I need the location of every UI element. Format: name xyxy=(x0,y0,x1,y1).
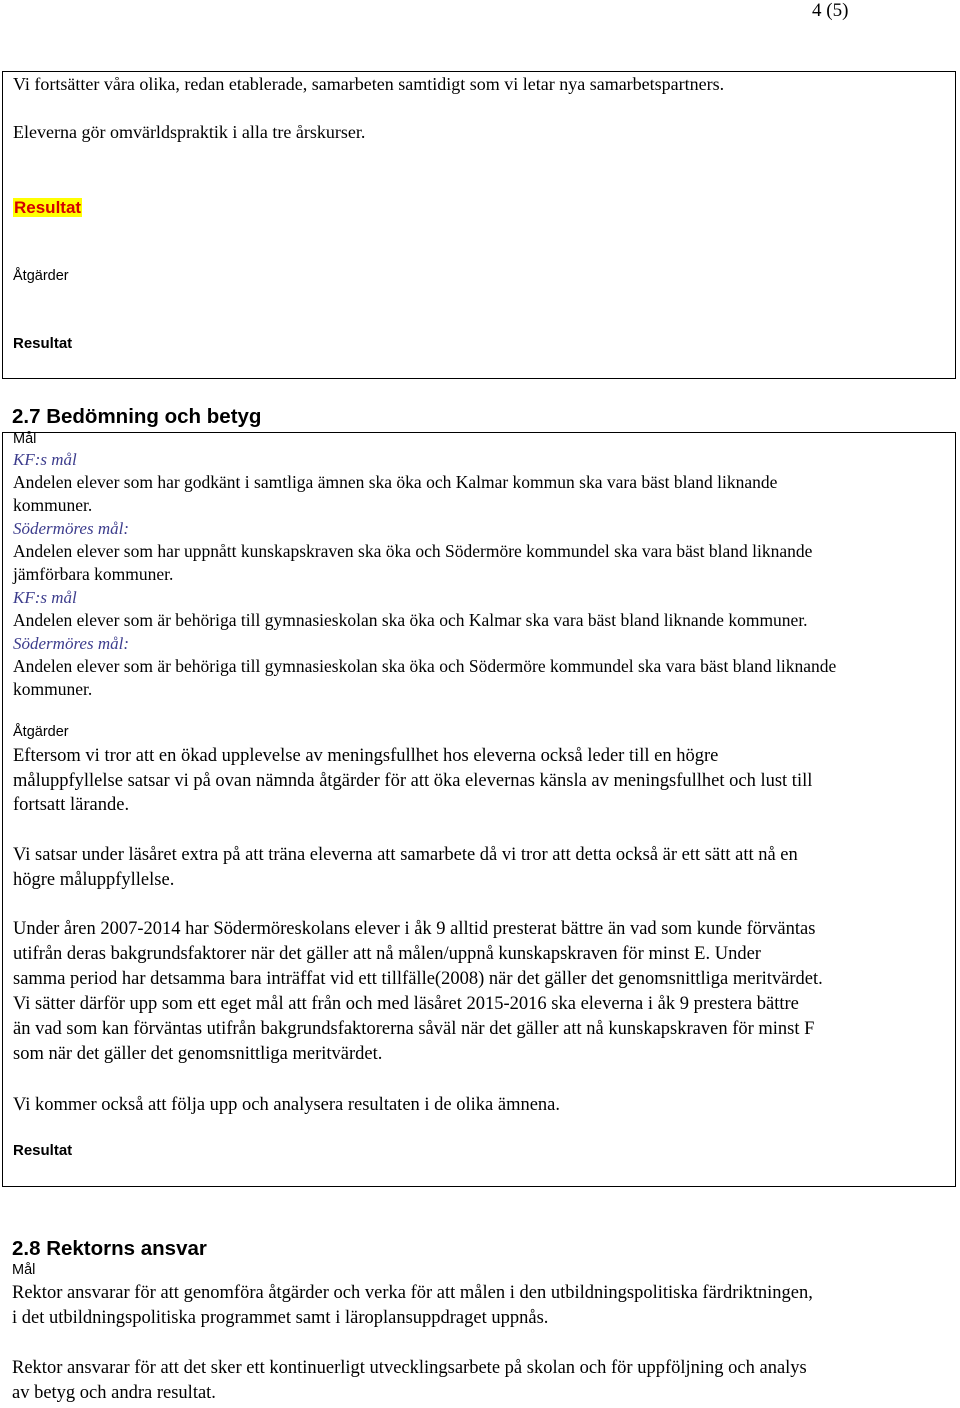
resultat-label: Resultat xyxy=(13,335,73,352)
paragraph: Rektor ansvarar för att genomföra åtgärder och verka för att målen i den utbildningspolitiska färdriktningen, i det utbildningspolitiska programmet samt i läroplansuppdraget uppnås. xyxy=(12,1283,813,1328)
paragraph: Vi satsar under läsåret extra på att träna eleverna att samarbete då vi tror att detta också är ett sätt att nå en högre måluppfyllelse. xyxy=(13,845,798,890)
paragraph: jämförbara kommuner. xyxy=(13,564,174,584)
highlighted-text: Resultat xyxy=(14,198,82,217)
atgarder-label: Åtgärder xyxy=(13,724,69,740)
mal-label: Mål xyxy=(12,1262,36,1278)
content-box-2 xyxy=(2,432,956,1187)
paragraph: Andelen elever som har uppnått kunskapskraven ska öka och Södermöre kommundel ska vara bäst bland liknande xyxy=(13,541,813,561)
paragraph: Under åren 2007-2014 har Södermöreskolans elever i åk 9 alltid presterat bättre än vad som kunde förväntas utifrån deras bakgrundsfaktorer när det gäller att nå målen/uppnå kunskapskraven för minst E. Under samma period har detsamma bara inträffat vid ett tillfälle(2008) när det gäller det genomsnittliga meritvärdet. Vi sätter därför upp som ett eget mål att från och med läsåret 2015-2016 ska eleverna i åk 9 prestera bättre än vad som kan förväntas utifrån bakgrundsfaktorerna såväl när det gäller att nå kunskapskraven för minst F som när det gäller det genomsnittliga meritvärdet. xyxy=(13,919,823,1064)
paragraph: Andelen elever som är behöriga till gymnasieskolan ska öka och Kalmar ska vara bäst bland liknande kommuner. xyxy=(13,610,808,630)
section-heading: 2.7 Bedömning och betyg xyxy=(12,405,262,428)
mal-label: Mål xyxy=(13,431,37,447)
paragraph: kommuner. xyxy=(13,495,93,515)
atgarder-label: Åtgärder xyxy=(13,268,69,284)
section-heading: 2.8 Rektorns ansvar xyxy=(12,1237,207,1260)
paragraph: Rektor ansvarar för att det sker ett kontinuerligt utvecklingsarbete på skolan och för uppföljning och analys av betyg och andra resultat. xyxy=(12,1358,807,1403)
paragraph: Vi fortsätter våra olika, redan etablerade, samarbeten samtidigt som vi letar nya samarbetspartners. xyxy=(13,74,725,94)
paragraph: kommuner. xyxy=(13,679,93,699)
sodermore-mal-label: Södermöres mål: xyxy=(13,519,129,538)
kf-mal-label: KF:s mål xyxy=(13,450,77,469)
content-box-1 xyxy=(2,71,956,379)
paragraph: Vi kommer också att följa upp och analysera resultaten i de olika ämnena. xyxy=(13,1095,561,1115)
kf-mal-label: KF:s mål xyxy=(13,588,77,607)
resultat-label: Resultat xyxy=(13,1142,73,1159)
sodermore-mal-label: Södermöres mål: xyxy=(13,634,129,653)
paragraph: Eftersom vi tror att en ökad upplevelse av meningsfullhet hos eleverna också leder till en högre måluppfyllelse satsar vi på ovan nämnda åtgärder för att öka elevernas känsla av meningsfullhet och lust till fortsatt lärande. xyxy=(13,746,813,815)
paragraph: Andelen elever som har godkänt i samtliga ämnen ska öka och Kalmar kommun ska vara bäst bland liknande xyxy=(13,472,778,492)
page-number: 4 (5) xyxy=(812,0,849,21)
resultat-highlight-label xyxy=(13,197,82,220)
paragraph: Andelen elever som är behöriga till gymnasieskolan ska öka och Södermöre kommundel ska vara bäst bland liknande xyxy=(13,656,837,676)
paragraph: Eleverna gör omvärldspraktik i alla tre årskurser. xyxy=(13,122,366,142)
